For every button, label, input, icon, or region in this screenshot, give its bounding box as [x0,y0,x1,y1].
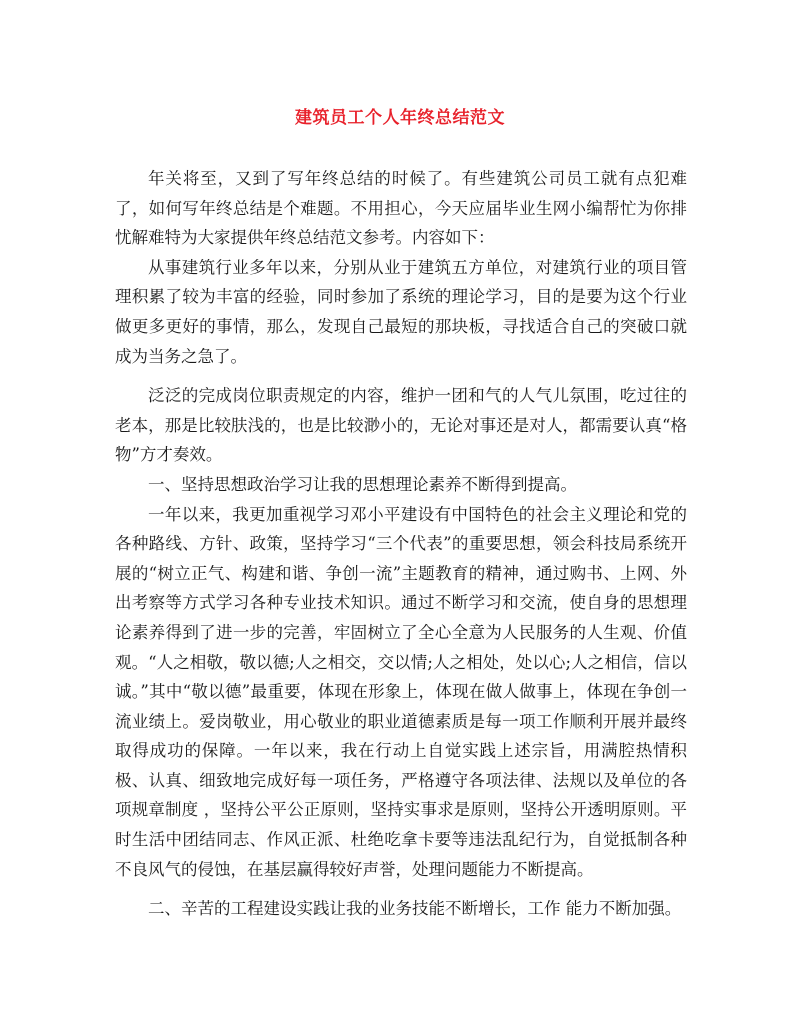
paragraph-intro: 年关将至，又到了写年终总结的时候了。有些建筑公司员工就有点犯难了，如何写年终总结是个难题。不用担心，今天应届毕业生网小编帮忙为你排忧解难特为大家提供年终总结范文参考。内容如下： [115,169,687,248]
section-heading-2: 二、辛苦的工程建设实践让我的业务技能不断增长，工作 能力不断加强。 [148,899,682,919]
paragraph-experience: 从事建筑行业多年以来，分别从业于建筑五方单位，对建筑行业的项目管理积累了较为丰富的经验，同时参加了系统的理论学习，目的是要为这个行业做更多更好的事情，那么，发现自己最短的那块板，寻找适合自己的突破口就成为当务之急了。 [115,257,687,366]
section-heading-1: 一、坚持思想政治学习让我的思想理论素养不断得到提高。 [148,474,577,494]
paragraph-attitude: 泛泛的完成岗位职责规定的内容，维护一团和气的人气儿氛围，吃过往的老本，那是比较肤浅的，也是比较渺小的，无论对事还是对人，都需要认真“格物”方才奏效。 [115,386,687,465]
document-title: 建筑员工个人年终总结范文 [295,108,505,128]
document-body [115,164,687,924]
paragraph-section-1-body: 一年以来，我更加重视学习邓小平建设有中国特色的社会主义理论和党的各种路线、方针、政策，坚持学习“三个代表”的重要思想，领会科技局系统开展的“树立正气、构建和谐、争创一流”主题教育的精神，通过购书、上网、外出考察等方式学习各种专业技术知识。通过不断学习和交流，使自身的思想理论素养得到了进一步的完善，牢固树立了全心全意为人民服务的人生观、价值观。“人之相敬，敬以德;人之相交，交以情;人之相处，处以心;人之相信，信以诚。”其中“敬以德”最重要，体现在形象上，体现在做人做事上，体现在争创一流业绩上。爱岗敬业，用心敬业的职业道德素质是每一项工作顺利开展并最终取得成功的保障。一年以来，我在行动上自觉实践上述宗旨，用满腔热情积极、认真、细致地完成好每一项任务，严格遵守各项法律、法规以及单位的各项规章制度 ，坚持公平公正原则，坚持实事求是原则，坚持公开透明原则。平时生活中团结同志、作风正派、杜绝吃拿卡要等违法乱纪行为，自觉抵制各种不良风气的侵蚀，在基层赢得较好声誉，处理问题能力不断提高。 [115,504,687,879]
